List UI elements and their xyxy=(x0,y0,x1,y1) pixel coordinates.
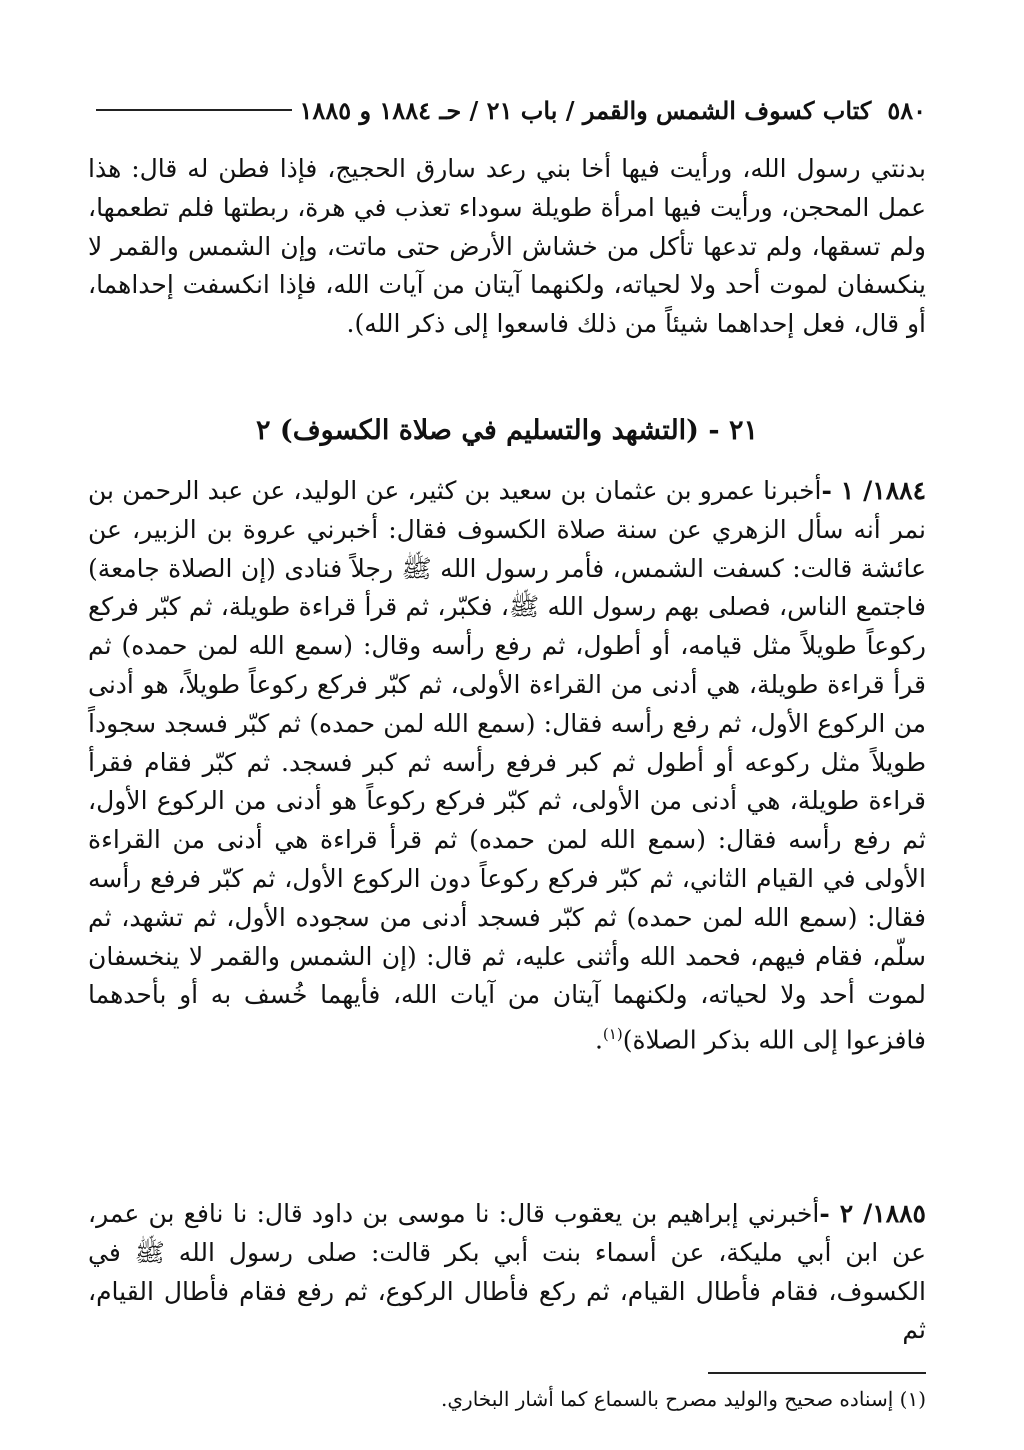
hadith-number: ١٨٨٥/ ٢ - xyxy=(819,1199,926,1228)
page-number: ٥٨٠ xyxy=(887,95,926,125)
footnote xyxy=(88,1384,926,1414)
section-heading: ٢١ - (التشهد والتسليم في صلاة الكسوف) ٢ xyxy=(256,415,758,446)
hadith-1885 xyxy=(88,1195,926,1350)
header-title: كتاب كسوف الشمس والقمر / باب ٢١ / حـ ١٨٨٤ و ١٨٨٥ xyxy=(299,95,872,125)
hadith-text: أخبرنا عمرو بن عثمان بن سعيد بن كثير، عن الوليد، عن عبد الرحمن بن نمر أنه سأل الزهري عن سنة صلاة الكسوف فقال: أخبرني عروة بن الزبير، عن عائشة قالت: كسفت الشمس، فأمر رسول الله ﷺ رجلاً فنادى (إن الصلاة جامعة) فاجتمع الناس، فصلى بهم رسول الله ﷺ، فكبّر، ثم قرأ قراءة طويلة، ثم كبّر فركع ركوعاً طويلاً مثل قيامه، أو أطول، ثم رفع رأسه وقال: (سمع الله لمن حمده) ثم قرأ قراءة طويلة، هي أدنى من القراءة الأولى، ثم كبّر فركع ركوعاً طويلاً، هو أدنى من الركوع الأول، ثم رفع رأسه فقال: (سمع الله لمن حمده) ثم كبّر فسجد سجوداً طويلاً مثل ركوعه أو أطول ثم كبر فرفع رأسه ثم كبر فسجد. ثم كبّر فقام فقرأ قراءة طويلة، هي أدنى من الأولى، ثم كبّر فركع ركوعاً هو أدنى من الركوع الأول، ثم رفع رأسه فقال: (سمع الله لمن حمده) ثم قرأ قراءة هي أدنى من القراءة الأولى في القيام الثاني، ثم كبّر فركع ركوعاً دون الركوع الأول، ثم كبّر فرفع رأسه فقال: (سمع الله لمن حمده) ثم كبّر فسجد أدنى من سجوده الأول، ثم تشهد، ثم سلّم، فقام فيهم، فحمد الله وأثنى عليه، ثم قال: (إن الشمس والقمر لا ينخسفان لموت أحد ولا لحياته، ولكنهما آيتان من آيات الله، فأيهما خُسف به أو بأحدهما فافزعوا إلى الله بذكر الصلاة) xyxy=(88,476,926,1055)
footnote-text: إسناده صحيح والوليد مصرح بالسماع كما أشار البخاري. xyxy=(441,1387,894,1411)
hadith-number: ١٨٨٤/ ١ - xyxy=(821,476,926,505)
footnote-marker: (١) xyxy=(899,1387,926,1411)
hadith-end-punctuation: . xyxy=(594,1025,603,1055)
footnote-reference: (١) xyxy=(602,1025,623,1044)
footnote-separator xyxy=(708,1372,926,1374)
hadith-1884 xyxy=(88,472,926,1060)
book-page xyxy=(88,0,926,1450)
running-header xyxy=(88,88,926,132)
paragraph-continuation: بدنتي رسول الله، ورأيت فيها أخا بني رعد سارق الحجيج، فإذا فطن له قال: هذا عمل المحجن، ورأيت فيها امرأة طويلة سوداء تعذب في هرة، ربطتها فلم تطعمها، ولم تسقها، ولم تدعها تأكل من خشاش الأرض حتى ماتت، وإن الشمس والقمر لا ينكسفان لموت أحد ولا لحياته، ولكنهما آيتان من آيات الله، فإذا انكسفت إحداهما، أو قال، فعل إحداهما شيئاً من ذلك فاسعوا إلى ذكر الله). xyxy=(88,154,926,339)
hadith-text: أخبرني إبراهيم بن يعقوب قال: نا موسى بن داود قال: نا نافع بن عمر، عن ابن أبي مليكة، عن أسماء بنت أبي بكر قالت: صلى رسول الله ﷺ في الكسوف، فقام فأطال القيام، ثم ركع فأطال الركوع، ثم رفع فقام فأطال القيام، ثم xyxy=(88,1199,926,1345)
header-rule xyxy=(96,109,292,111)
